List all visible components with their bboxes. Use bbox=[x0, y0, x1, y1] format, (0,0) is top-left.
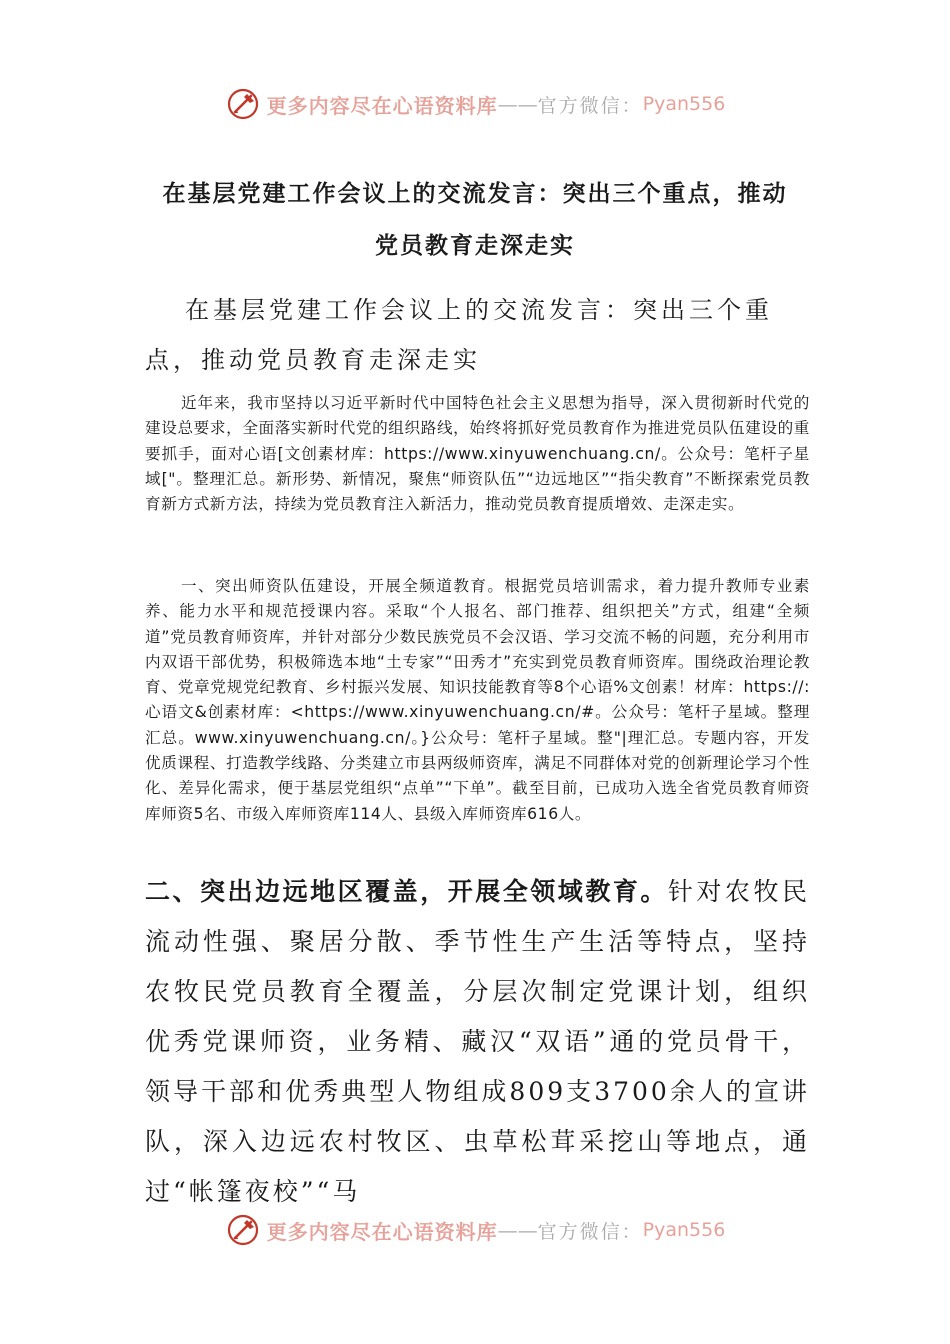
document-subtitle: 在基层党建工作会议上的交流发言：突出三个重点，推动党员教育走深走实 bbox=[145, 296, 773, 374]
section-2-heading: 二、突出边远地区覆盖，开展全领域教育。 bbox=[145, 877, 668, 906]
banner-wechat-label: 官方微信： bbox=[537, 1220, 643, 1243]
header-banner bbox=[0, 84, 950, 124]
pen-logo-icon bbox=[225, 86, 261, 122]
paragraph-section-2 bbox=[145, 867, 810, 1217]
banner-separator: —— bbox=[497, 92, 538, 116]
paragraph-intro: 近年来，我市坚持以习近平新时代中国特色社会主义思想为指导，深入贯彻新时代党的建设总要求，全面落实新时代党的组织路线，始终将抓好党员教育作为推进党员队伍建设的重要抓手，面对心语[文创素材库：https://www.xinyuwenchuang.cn/。公众号：笔杆子星域["。整理汇总。新形势、新情况，聚焦“师资队伍”“边远地区”“指尖教育”不断探索党员教育新方式新方法，持续为党员教育注入新活力，推动党员教育提质增效、走深走实。 bbox=[145, 394, 810, 514]
document-title bbox=[100, 168, 850, 272]
title-line-1: 在基层党建工作会议上的交流发言：突出三个重点，推动 bbox=[162, 181, 788, 207]
section-2-body: 针对农牧民流动性强、聚居分散、季节性生产生活等特点，坚持农牧民党员教育全覆盖，分层次制定党课计划，组织优秀党课师资，业务精、藏汉“双语”通的党员骨干，领导干部和优秀典型人物组成809支3700余人的宣讲队，深入边远农村牧区、虫草松茸采挖山等地点，通过“帐篷夜校”“马 bbox=[145, 877, 810, 1206]
footer-banner bbox=[0, 1210, 950, 1250]
banner-text: 更多内容尽在心语资料库 bbox=[266, 93, 498, 118]
banner-separator: —— bbox=[497, 1218, 538, 1242]
pen-logo-icon bbox=[225, 1212, 261, 1248]
banner-wechat-id: Pyan556 bbox=[642, 1219, 726, 1241]
banner-wechat-id: Pyan556 bbox=[642, 93, 726, 115]
banner-wechat-label: 官方微信： bbox=[537, 94, 643, 117]
banner-text: 更多内容尽在心语资料库 bbox=[266, 1219, 498, 1244]
paragraph-section-1: 一、突出师资队伍建设，开展全频道教育。根据党员培训需求，着力提升教师专业素养、能力水平和规范授课内容。采取“个人报名、部门推荐、组织把关”方式，组建“全频道”党员教育师资库，并针对部分少数民族党员不会汉语、学习交流不畅的问题，充分利用市内双语干部优势，积极筛选本地“土专家”“田秀才”充实到党员教育师资库。围绕政治理论教育、党章党规党纪教育、乡村振兴发展、知识技能教育等8个心语%文创素！材库：https://:心语文&创素材库：<https://www.xinyuwenchuang.cn/#。公众号：笔杆子星域。整理汇总。www.xinyuwenchuang.cn/。}公众号：笔杆子星域。整"|理汇总。专题内容，开发优质课程、打造教学线路、分类建立市县两级师资库，满足不同群体对党的创新理论学习个性化、差异化需求，便于基层党组织“点单”“下单”。截至目前，已成功入选全省党员教育师资库师资5名、市级入库师资库114人、县级入库师资库616人。 bbox=[145, 577, 810, 823]
title-line-2: 党员教育走深走实 bbox=[375, 233, 575, 259]
